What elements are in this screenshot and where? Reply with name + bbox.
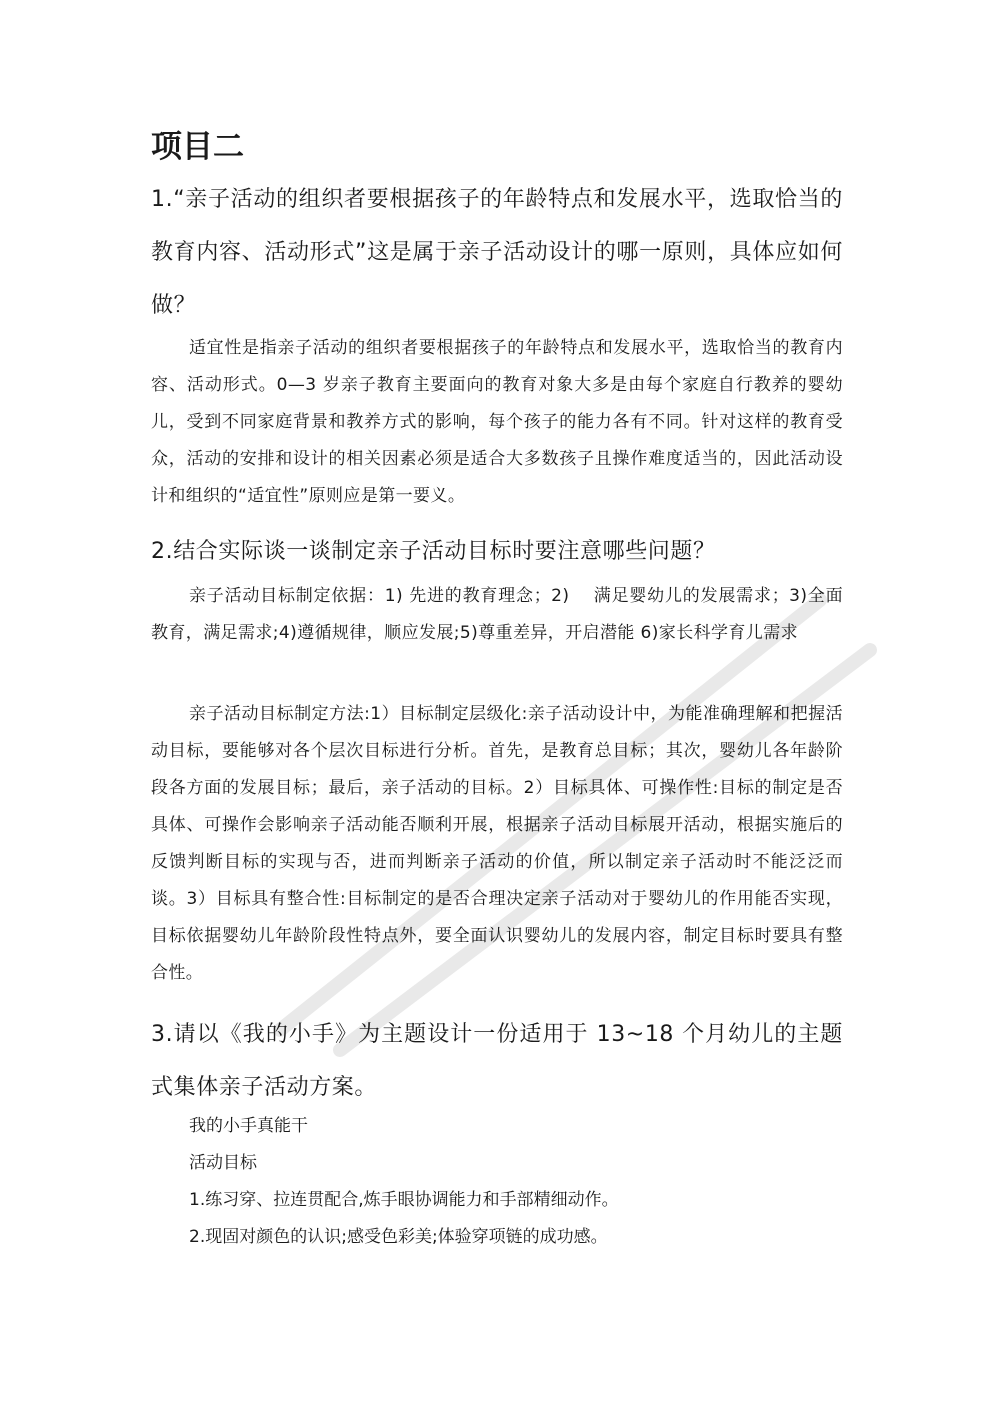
goal-item: 2.现固对颜色的认识;感受色彩美;体验穿项链的成功感。 xyxy=(189,1227,608,1247)
question-1 xyxy=(151,173,843,332)
question-3-text: 3.请以《我的小手》为主题设计一份适用于 13~18 个月幼儿的主题式集体亲子活动方案。 xyxy=(151,1022,843,1100)
answer-2-method xyxy=(151,696,843,992)
goals-heading: 活动目标 xyxy=(189,1153,257,1173)
answer-2-method-text: 亲子活动目标制定方法:1）目标制定层级化:亲子活动设计中，为能准确理解和把握活动目标，要能够对各个层次目标进行分析。首先，是教育总目标；其次，婴幼儿各年龄阶段各方面的发展目标；最后，亲子活动的目标。2）目标具体、可操作性:目标的制定是否具体、可操作会影响亲子活动能否顺利开展，根据亲子活动目标展开活动，根据实施后的反馈判断目标的实现与否，进而判断亲子活动的价值，所以制定亲子活动时不能泛泛而谈。3）目标具有整合性:目标制定的是否合理决定亲子活动对于婴幼儿的作用能否实现，目标依据婴幼儿年龄阶段性特点外，要全面认识婴幼儿的发展内容，制定目标时要具有整合性。 xyxy=(151,704,843,983)
answer-2-basis xyxy=(151,578,843,652)
activity-name: 我的小手真能干 xyxy=(189,1116,308,1136)
activity-plan xyxy=(151,1108,843,1256)
goal-item: 1.练习穿、拉连贯配合,炼手眼协调能力和手部精细动作。 xyxy=(189,1190,619,1210)
question-1-text: 1.“亲子活动的组织者要根据孩子的年龄特点和发展水平，选取恰当的教育内容、活动形式”这是属于亲子活动设计的哪一原则，具体应如何做？ xyxy=(151,187,843,318)
answer-1 xyxy=(151,330,843,515)
answer-2-basis-text: 亲子活动目标制定依据：1) 先进的教育理念；2) 满足婴幼儿的发展需求；3)全面教育，满足需求;4)遵循规律，顺应发展;5)尊重差异，开启潜能 6)家长科学育儿需求 xyxy=(151,586,843,643)
question-2-text: 2.结合实际谈一谈制定亲子活动目标时要注意哪些问题？ xyxy=(151,539,716,564)
question-3 xyxy=(151,1008,843,1114)
page-title: 项目二 xyxy=(151,129,244,165)
answer-1-text: 适宜性是指亲子活动的组织者要根据孩子的年龄特点和发展水平，选取恰当的教育内容、活动形式。0—3 岁亲子教育主要面向的教育对象大多是由每个家庭自行教养的婴幼儿，受到不同家庭背景和教养方式的影响，每个孩子的能力各有不同。针对这样的教育受众，活动的安排和设计的相关因素必须是适合大多数孩子且操作难度适当的，因此活动设计和组织的“适宜性”原则应是第一要义。 xyxy=(151,338,843,506)
question-2 xyxy=(151,525,843,578)
